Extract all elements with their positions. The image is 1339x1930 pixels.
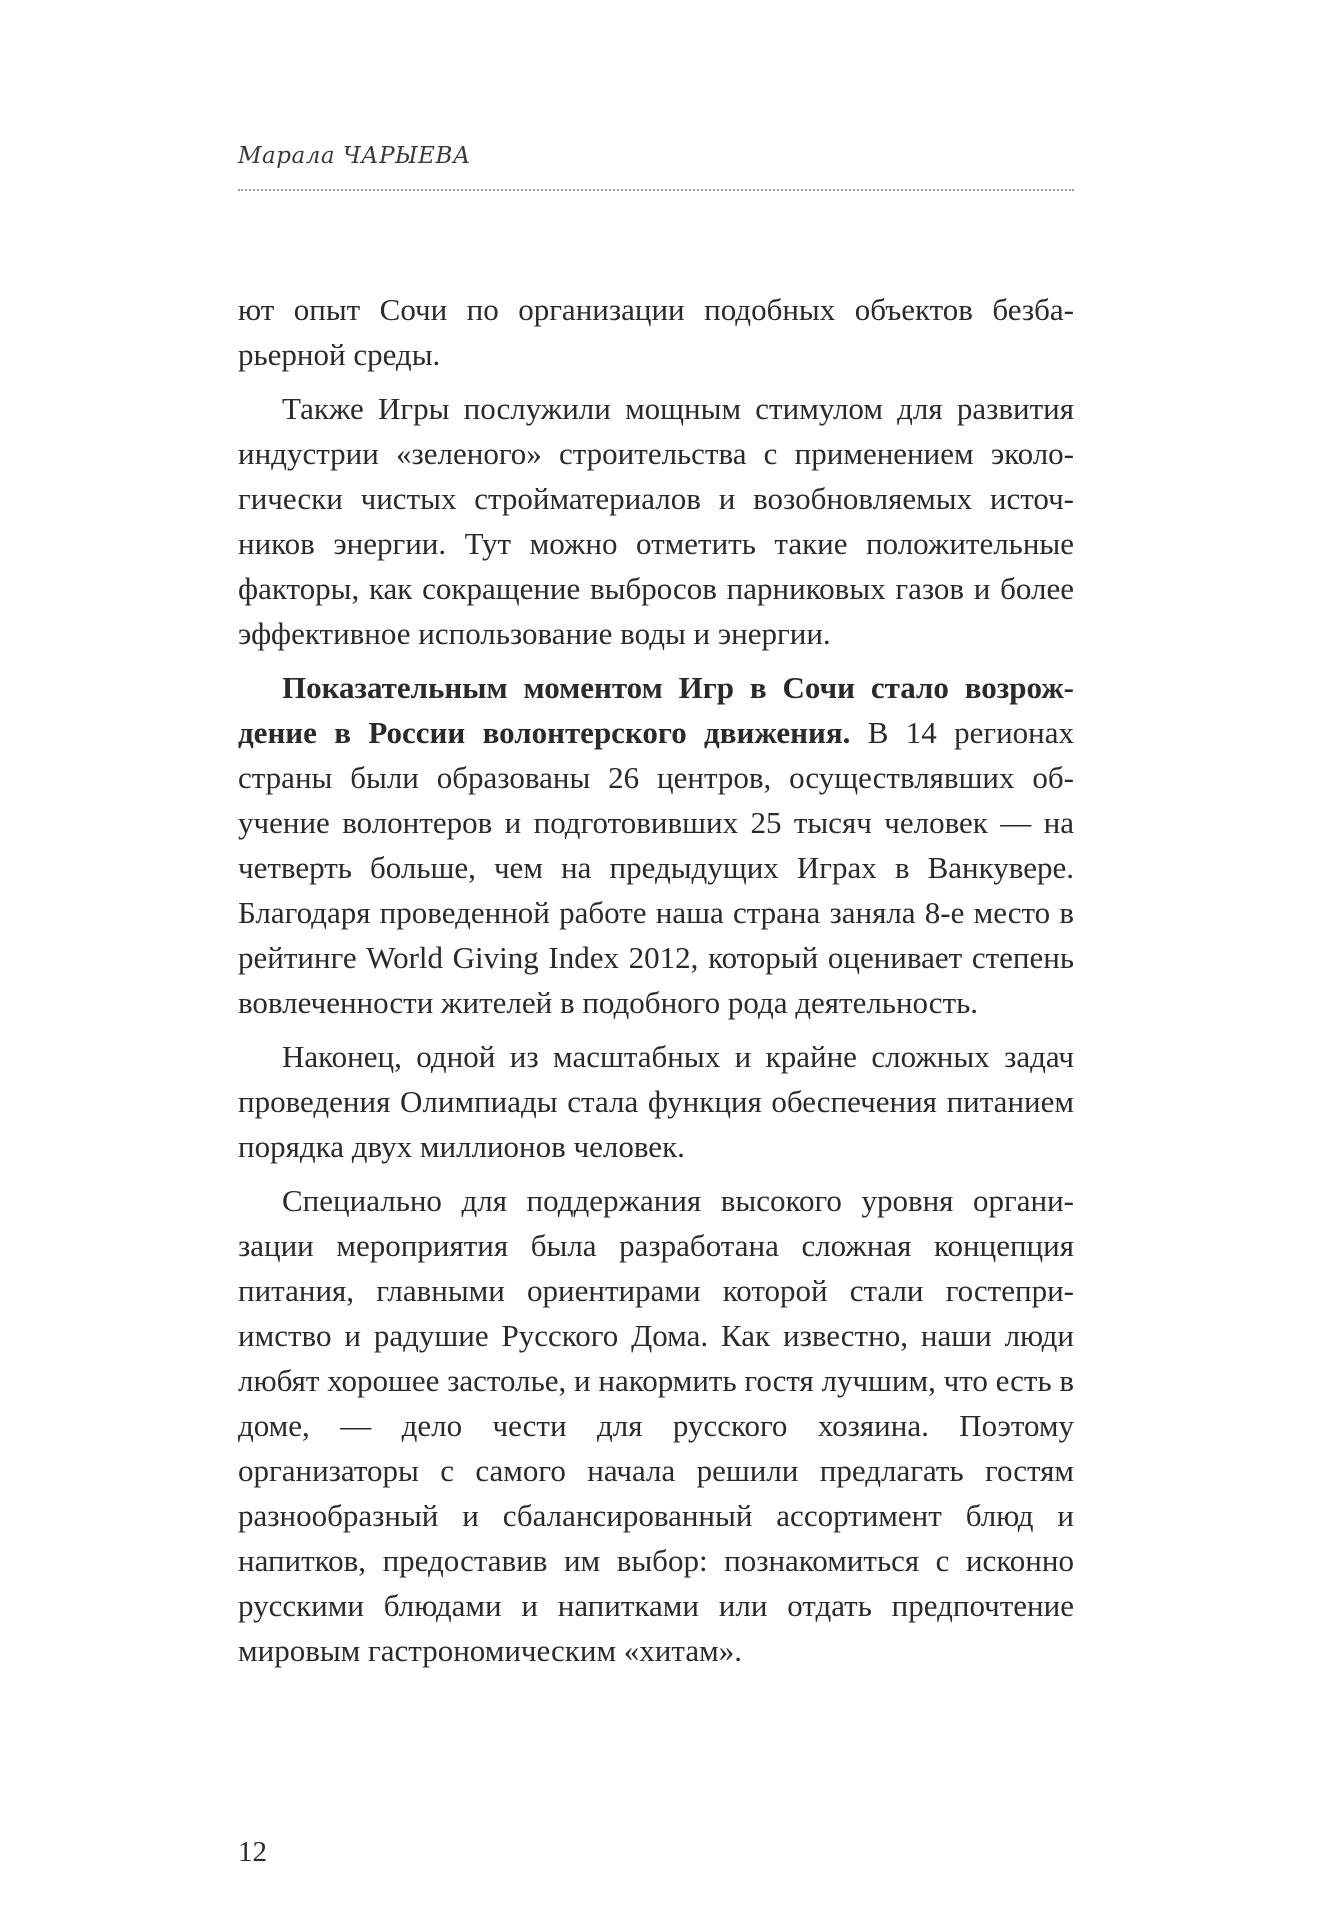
paragraph-3 <box>238 665 1074 1025</box>
paragraph-2-text: Также Игры послужили мощным стимулом для развития индустрии «зеленого» строительства с применением экологически чистых стройматериалов и возобновляемых источников энергии. Тут можно отметить такие положительные факторы, как сокращение выбросов парниковых газов и более эффективное использование воды и энергии. <box>238 391 1074 651</box>
paragraph-1 <box>238 287 1074 377</box>
paragraph-1-text: ют опыт Сочи по организации подобных объектов безбарьерной среды. <box>238 292 1074 372</box>
running-header-author: Марала ЧАРЫЕВА <box>238 143 471 169</box>
header-divider <box>238 189 1074 191</box>
paragraph-5-text: Специально для поддержания высокого уровня организации мероприятия была разработана сложная концепция питания, главными ориентирами которой стали гостеприимство и радушие Русского Дома. Как известно, наши люди любят хорошее застолье, и накормить гостя лучшим, что есть в доме, — дело чести для русского хозяина. Поэтому организаторы с самого начала решили предлагать гостям разнообразный и сбалансированный ассортимент блюд и напитков, предоставив им выбор: познакомиться с исконно русскими блюдами и напитками или отдать предпочтение мировым гастрономическим «хитам». <box>238 1183 1074 1668</box>
book-page <box>238 0 1074 1930</box>
paragraph-5 <box>238 1178 1074 1673</box>
paragraph-3-text: В 14 регионах страны были образованы 26 центров, осуществлявших обучение волонтеров и подготовивших 25 тысяч человек — на четверть больше, чем на предыдущих Играх в Ванкувере. Благодаря проведенной работе наша страна заняла 8-е место в рейтинге World Giving Index 2012, который оценивает степень вовлеченности жителей в подобного рода деятельность. <box>238 715 1075 1020</box>
body-text <box>238 287 1074 1682</box>
paragraph-4 <box>238 1034 1074 1169</box>
page-number: 12 <box>238 1836 267 1868</box>
paragraph-2 <box>238 386 1074 656</box>
paragraph-4-text: Наконец, одной из масштабных и крайне сложных задач проведения Олимпиады стала функция обеспечения питанием порядка двух миллионов человек. <box>238 1039 1074 1164</box>
paragraph-3-bold-lead: Показательным моментом Игр в Сочи стало возрождение в России волонтерского движения. <box>238 670 1074 750</box>
